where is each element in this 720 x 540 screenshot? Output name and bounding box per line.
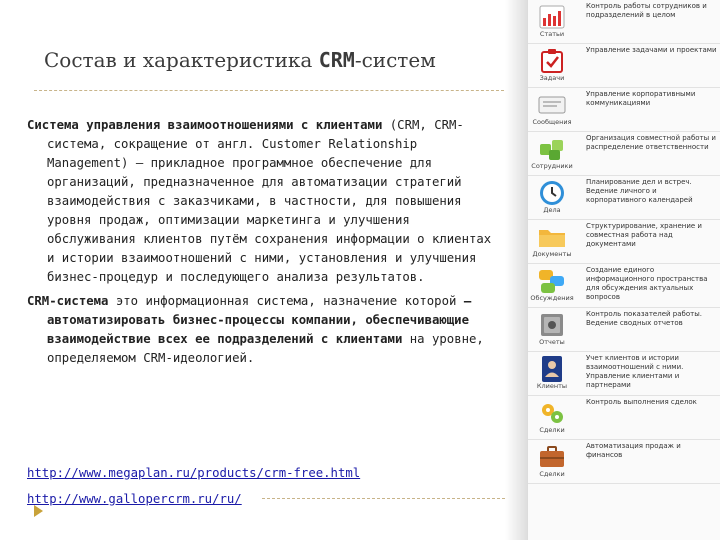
module-description: Организация совместной работы и распределение ответственности <box>586 134 716 151</box>
purpose-paragraph <box>27 292 497 368</box>
panel-shadow <box>505 0 527 540</box>
module-item-deals <box>528 396 720 440</box>
modules-panel <box>527 0 720 540</box>
definition-text: (CRM, CRM-система, сокращение от англ. Customer Relationship Management) — прикладное программное обеспечение для организаций, предназначенное для автоматизации стратегий взаимодействия с заказчиками, в частности, для повышения уровня продаж, оптимизации маркетинга и улучшения обслуживания клиентов путём сохранения информации о клиентах и истории взаимоотношений с ними, установления и улучшения бизнес-процедур и последующего анализа результатов. <box>47 118 492 284</box>
title-prefix: Состав и характеристика <box>44 48 319 72</box>
links-block <box>27 460 360 512</box>
module-item-sales <box>528 440 720 484</box>
client-card-icon <box>535 355 569 383</box>
title-brand: CRM <box>318 48 355 72</box>
module-description: Автоматизация продаж и финансов <box>586 442 681 459</box>
link-gallopercrm[interactable]: http://www.gallopercrm.ru/ru/ <box>27 492 242 506</box>
module-description: Учет клиентов и истории взаимоотношений с ними. Управление клиентами и партнерами <box>586 354 684 389</box>
module-label: Обсуждения <box>530 294 574 302</box>
module-label: Статьи <box>539 30 565 38</box>
title-divider <box>34 90 504 91</box>
module-description: Контроль выполнения сделок <box>586 398 697 406</box>
definition-term: Система управления взаимоотношениями с клиентами <box>27 118 383 132</box>
module-label: Клиенты <box>536 382 568 390</box>
message-icon <box>535 91 569 119</box>
link-megaplan[interactable]: http://www.megaplan.ru/products/crm-free.html <box>27 466 361 480</box>
module-description: Управление задачами и проектами <box>586 46 717 54</box>
purpose-tail: на уровне, определяемом CRM-идеологией. <box>47 332 484 365</box>
purpose-term: CRM-система <box>27 294 109 308</box>
module-item-affairs <box>528 176 720 220</box>
module-item-documents <box>528 220 720 264</box>
module-description: Контроль показателей работы. Ведение сводных отчетов <box>586 310 702 327</box>
slide-title <box>44 48 436 72</box>
chat-bubbles-icon <box>535 267 569 295</box>
play-arrow-icon <box>34 505 43 517</box>
title-suffix: -систем <box>354 48 436 72</box>
slide-body <box>27 116 497 373</box>
briefcase-icon <box>535 443 569 471</box>
module-description: Контроль работы сотрудников и подразделений в целом <box>586 2 707 19</box>
module-item-clients <box>528 352 720 396</box>
module-item-messages <box>528 88 720 132</box>
module-item-discussions <box>528 264 720 308</box>
definition-paragraph <box>27 116 497 287</box>
module-item-tasks <box>528 44 720 88</box>
purpose-highlight: – автоматизировать бизнес-процессы компании, обеспечивающие взаимодействие всех ее подразделений с клиентами <box>47 294 472 346</box>
module-label: Дела <box>543 206 561 214</box>
module-label: Документы <box>532 250 572 258</box>
folder-icon <box>535 223 569 251</box>
module-label: Сделки <box>539 470 565 478</box>
module-item-articles <box>528 0 720 44</box>
gears-icon <box>535 399 569 427</box>
module-description: Структурирование, хранение и совместная работа над документами <box>586 222 702 248</box>
puzzle-icon <box>535 135 569 163</box>
clock-icon <box>535 179 569 207</box>
checklist-icon <box>535 47 569 75</box>
module-description: Планирование дел и встреч. Ведение личного и корпоративного календарей <box>586 178 693 204</box>
purpose-text: это информационная система, назначение которой <box>108 294 464 308</box>
bottom-divider <box>262 498 505 499</box>
module-label: Задачи <box>539 74 565 82</box>
module-description: Управление корпоративными коммуникациями <box>586 90 696 107</box>
module-item-reports <box>528 308 720 352</box>
bar-chart-icon <box>535 3 569 31</box>
module-label: Сотрудники <box>531 162 573 170</box>
safe-icon <box>535 311 569 339</box>
module-label: Сообщения <box>532 118 572 126</box>
module-label: Сделки <box>539 426 565 434</box>
module-label: Отчеты <box>539 338 565 346</box>
module-description: Создание единого информационного пространства для обсуждения актуальных вопросов <box>586 266 708 301</box>
module-item-employees <box>528 132 720 176</box>
